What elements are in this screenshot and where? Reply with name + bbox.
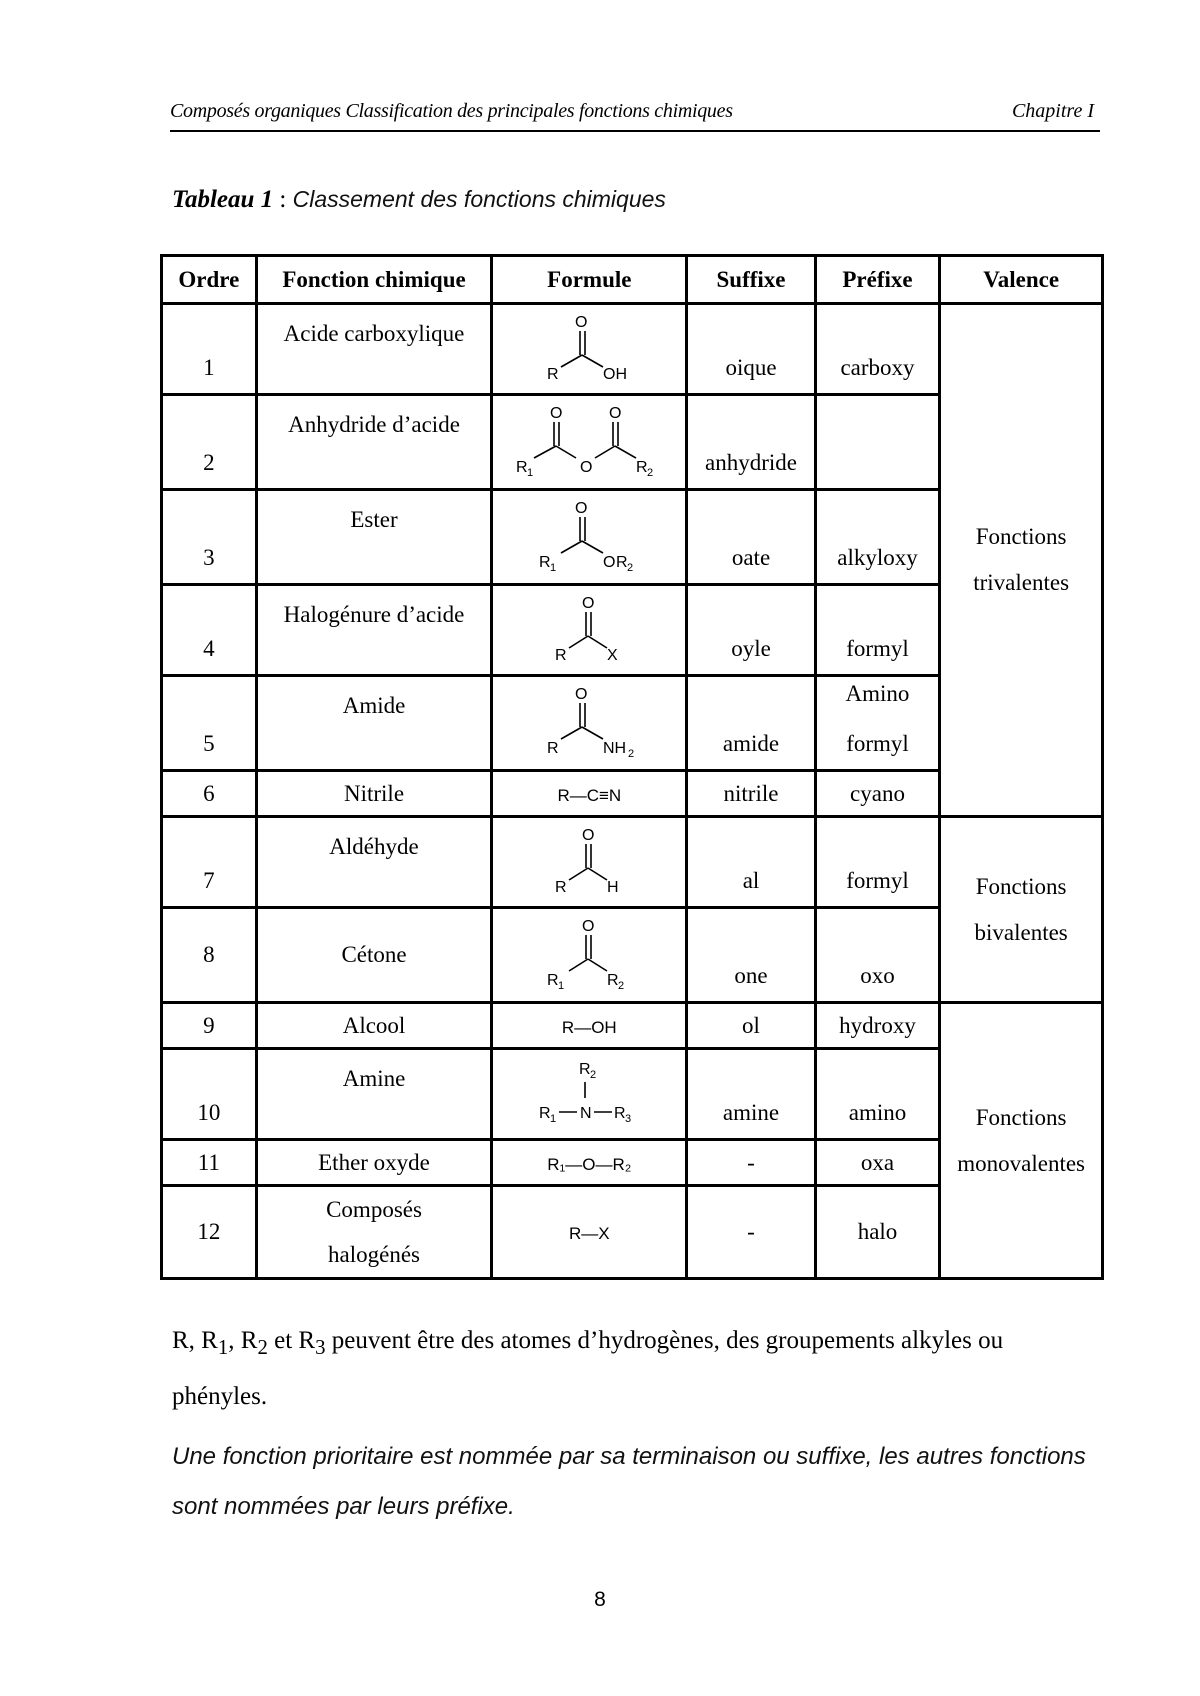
suffix-cell: amine [722,1100,780,1125]
formula-label: R [555,647,567,664]
formula-amine [492,1049,687,1140]
prefix-cell: alkyloxy [837,545,918,570]
formula-label: O [575,500,588,517]
table-row [162,1003,1103,1049]
col-header-function: Fonction chimique [256,256,492,304]
order-cell: 10 [197,1100,221,1125]
substituent-note [172,1316,1102,1422]
prefix-cell: hydroxy [815,1003,940,1049]
valence-trivalent [940,304,1103,817]
caption-separator: : [273,186,293,213]
function-cell: Amine [342,1066,406,1091]
priority-rule: Une fonction prioritaire est nommée par sa terminaison ou suffixe, les autres fonctions sont nommées par leurs préfixe. [172,1443,1086,1520]
suffix-cell: ol [687,1003,815,1049]
order-cell: 7 [203,868,215,893]
formula-ether [492,1140,687,1186]
suffix-cell: - [687,1186,815,1279]
suffix-cell: amide [722,731,780,756]
order-cell: 8 [162,908,257,1003]
prefix-cell: formyl [846,636,909,661]
valence-line: monovalentes [957,1150,1085,1176]
formula-label: R [516,459,528,476]
prefix-cell: cyano [815,771,940,817]
formula-cetone [492,908,687,1003]
order-cell: 1 [203,355,215,380]
formula-anhydride [492,395,687,490]
suffix-cell: one [734,963,768,988]
formula-label: R [614,1105,626,1122]
formula-amide [492,676,687,771]
formula-ester [492,490,687,585]
note-text: , R [228,1327,258,1354]
formula-label: R [555,879,567,896]
formula-label: 1 [550,562,557,574]
order-cell: 6 [162,771,257,817]
formula-nitrile [492,771,687,817]
col-header-formula: Formule [492,256,687,304]
formula-label: O [582,918,595,935]
formula-label: 2 [590,1069,597,1081]
col-header-prefix: Préfixe [815,256,940,304]
formula-acide-carboxylique [492,304,687,395]
table-header-row [162,256,1103,304]
formula-aldehyde [492,817,687,908]
formula-label: R [579,1061,591,1078]
formula-label: 2 [618,980,625,992]
table-caption [172,186,666,214]
suffix-cell: oate [731,545,771,570]
function-cell: Anhydride d’acide [288,412,460,437]
order-cell: 11 [162,1140,257,1186]
formula-label: 1 [527,467,534,479]
formula-label: O [609,405,622,422]
prefix-cell: halo [815,1186,940,1279]
suffix-cell: oyle [731,636,771,661]
order-cell: 12 [162,1186,257,1279]
prefix-cell: amino [848,1100,907,1125]
valence-line: Fonctions [975,873,1067,899]
formula-label: 1 [558,980,565,992]
order-cell: 4 [203,636,215,661]
formula-label: 2 [628,748,635,760]
note-text: et R [267,1327,316,1354]
formula-label: R [539,554,551,571]
function-line: Composés [326,1197,422,1222]
formula-text: R—C≡N [557,785,622,805]
formula-label: NH [603,740,627,757]
function-cell: Ester [350,507,398,532]
formula-label: H [607,879,619,896]
formula-label: R [547,972,559,989]
suffix-cell: oique [725,355,777,380]
prefix-cell-line2: formyl [846,731,909,756]
formula-label: O [575,686,588,703]
caption-text: Classement des fonctions chimiques [292,186,666,212]
formula-halo [492,1186,687,1279]
suffix-cell: - [687,1140,815,1186]
formula-halogenure [492,585,687,676]
table-row [162,304,1103,395]
formula-label: 3 [625,1113,632,1125]
valence-monovalent [940,1003,1103,1279]
function-cell: Cétone [256,908,492,1003]
suffix-cell: anhydride [705,450,797,475]
function-cell [256,1186,492,1279]
function-cell: Alcool [256,1003,492,1049]
formula-label: 2 [627,562,634,574]
note-text: R, R [172,1327,218,1354]
function-cell: Aldéhyde [329,834,419,859]
formula-text: R—X [569,1224,610,1243]
order-cell: 3 [203,545,215,570]
formula-label: 2 [647,467,654,479]
function-cell: Ether oxyde [256,1140,492,1186]
prefix-cell-line1: Amino [845,681,910,706]
valence-line: bivalentes [974,919,1068,945]
order-cell: 9 [162,1003,257,1049]
table-row [162,817,1103,908]
formula-label: O [550,405,563,422]
note-sub: 1 [217,1335,229,1359]
function-line: halogénés [328,1242,420,1267]
formula-label: N [580,1105,592,1122]
order-cell: 2 [203,450,215,475]
prefix-cell: formyl [846,868,909,893]
note-sub: 3 [315,1335,326,1359]
header-chapter: Chapitre I [1011,100,1094,122]
formula-text: R₁—O—R₂ [547,1154,632,1174]
prefix-cell: oxo [860,963,895,988]
formula-label: O [582,595,595,612]
valence-line: Fonctions [975,1104,1067,1130]
formula-label: R [539,1105,551,1122]
function-cell: Halogénure d’acide [283,602,465,627]
formula-label: O [582,827,595,844]
formula-alcool [492,1003,687,1049]
prefix-cell: oxa [815,1140,940,1186]
formula-label: R [616,554,628,571]
valence-line: trivalentes [973,570,1070,595]
function-cell: Amide [342,693,406,718]
valence-line: Fonctions [975,524,1067,549]
functions-table [160,254,1104,1280]
formula-label: R [636,459,648,476]
formula-label: O [580,459,593,476]
formula-label: R [547,740,559,757]
formula-label: R [547,366,559,383]
running-header [170,96,1100,132]
caption-label: Tableau 1 [172,186,274,213]
formula-text: R—OH [561,1017,617,1037]
note-sub: 2 [257,1335,268,1359]
suffix-cell: al [742,868,760,893]
formula-label: X [607,647,618,664]
function-cell: Acide carboxylique [283,321,465,346]
formula-label: R [607,972,619,989]
header-title: Composés organiques Classification des principales fonctions chimiques [170,100,733,122]
formula-label: OH [603,366,628,383]
formula-label: O [575,314,588,331]
note-text: peuvent être des atomes d’hydrogènes, des groupements alkyles ou phényles. [172,1327,1004,1410]
valence-bivalent [940,817,1103,1003]
order-cell: 5 [203,731,215,756]
function-cell: Nitrile [256,771,492,817]
prefix-cell: carboxy [840,355,915,380]
suffix-cell: nitrile [687,771,815,817]
col-header-suffix: Suffixe [687,256,815,304]
formula-label: 1 [550,1113,557,1125]
col-header-valence: Valence [940,256,1103,304]
page-number: 8 [594,1588,606,1611]
col-header-order: Ordre [162,256,257,304]
formula-label: O [603,554,616,571]
